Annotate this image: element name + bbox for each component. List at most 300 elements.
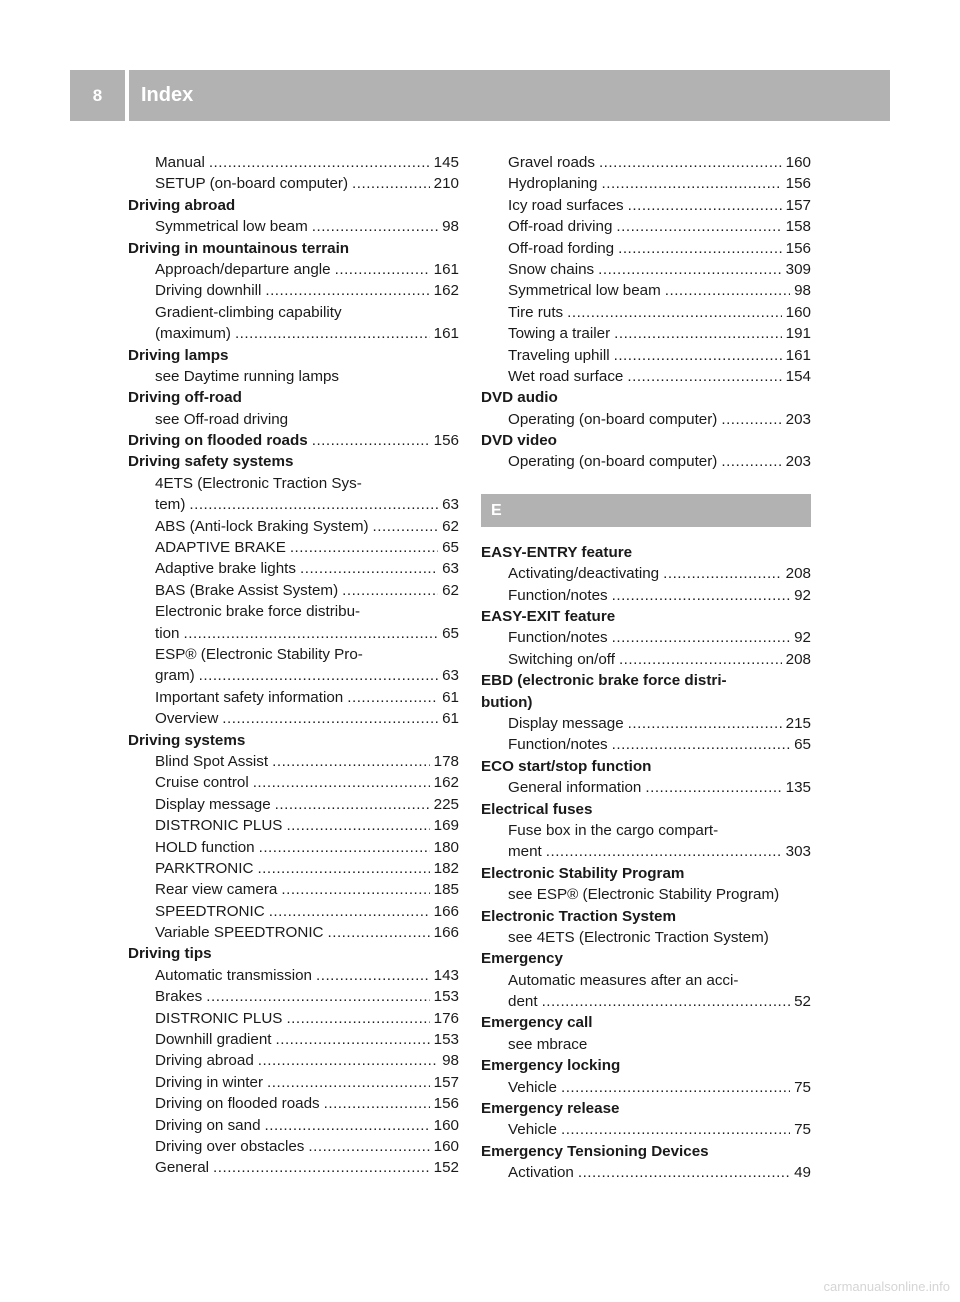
index-subentry <box>481 585 811 606</box>
index-subentry <box>128 901 459 922</box>
index-subentry <box>481 323 811 344</box>
index-subentry <box>128 173 459 194</box>
entry-text: 4ETS (Electronic Traction Sys- <box>155 474 362 492</box>
index-heading <box>481 1098 811 1119</box>
entry-text: General <box>155 1159 210 1177</box>
index-subentry <box>128 922 459 943</box>
entry-text: Tire ruts <box>508 303 564 321</box>
index-subentry <box>481 734 811 755</box>
index-heading <box>128 238 459 259</box>
page-reference[interactable]: 135 <box>785 779 811 797</box>
page-reference[interactable]: 156 <box>433 432 459 450</box>
index-heading <box>481 756 811 777</box>
index-subentry <box>128 1157 459 1178</box>
entry-text: Automatic measures after an acci- <box>508 971 739 989</box>
index-subentry <box>481 345 811 366</box>
index-column-right <box>481 152 811 1184</box>
entry-text: BAS (Brake Assist System) <box>155 581 339 599</box>
index-subentry <box>128 1093 459 1114</box>
entry-text: see Off-road driving <box>155 410 289 428</box>
index-subentry <box>481 1034 811 1055</box>
dot-leader <box>265 280 429 301</box>
index-subentry <box>128 1008 459 1029</box>
index-subentry <box>128 772 459 793</box>
dot-leader <box>342 580 438 601</box>
index-subentry <box>128 623 459 644</box>
entry-text: Operating (on-board computer) <box>508 410 718 428</box>
entry-text: see ESP® (Electronic Stability Program) <box>508 886 780 904</box>
entry-text: Driving on sand <box>155 1116 261 1134</box>
index-subentry <box>481 820 811 841</box>
page-reference[interactable]: 98 <box>442 1052 459 1070</box>
entry-text: DISTRONIC PLUS <box>155 817 283 835</box>
section-letter-bar: E <box>481 494 811 527</box>
dot-leader <box>612 734 790 755</box>
index-subentry <box>481 991 811 1012</box>
entry-text: Overview <box>155 710 219 728</box>
dot-leader <box>206 986 429 1007</box>
page-reference[interactable]: 75 <box>794 1078 811 1096</box>
dot-leader <box>184 623 439 644</box>
index-subentry <box>128 259 459 280</box>
entry-text: see mbrace <box>508 1035 588 1053</box>
page-reference[interactable]: 62 <box>442 581 459 599</box>
entry-text: Approach/departure angle <box>155 260 331 278</box>
entry-text: Activating/deactivating <box>508 565 660 583</box>
header-divider <box>125 70 129 121</box>
dot-leader <box>324 1093 430 1114</box>
dot-leader <box>272 751 430 772</box>
page-reference[interactable]: 161 <box>785 346 811 364</box>
dot-leader <box>546 841 782 862</box>
entry-text: SPEEDTRONIC <box>155 902 265 920</box>
entry-text: General information <box>508 779 642 797</box>
dot-leader <box>335 259 430 280</box>
index-subentry <box>481 627 811 648</box>
entry-text: Electronic Stability Program <box>481 864 685 882</box>
page-reference[interactable]: 208 <box>785 650 811 668</box>
index-subentry <box>128 516 459 537</box>
page-reference[interactable]: 182 <box>433 859 459 877</box>
page-reference[interactable]: 156 <box>433 1095 459 1113</box>
entry-text: EASY-EXIT feature <box>481 608 616 626</box>
entry-text: Wet road surface <box>508 367 624 385</box>
index-heading <box>481 1055 811 1076</box>
page-reference[interactable]: 185 <box>433 881 459 899</box>
entry-text: Emergency release <box>481 1100 620 1118</box>
entry-text: (maximum) <box>155 325 231 343</box>
entry-text: see Daytime running lamps <box>155 367 340 385</box>
entry-text: Activation <box>508 1164 574 1182</box>
entry-text: Adaptive brake lights <box>155 560 296 578</box>
entry-text: Snow chains <box>508 260 595 278</box>
index-heading <box>481 863 811 884</box>
dot-leader <box>265 1115 430 1136</box>
index-heading <box>128 730 459 751</box>
entry-text: Brakes <box>155 988 203 1006</box>
index-subentry <box>128 302 459 323</box>
index-heading <box>481 692 811 713</box>
index-subentry <box>128 879 459 900</box>
page-reference[interactable]: 65 <box>442 624 459 642</box>
entry-text: Function/notes <box>508 586 608 604</box>
index-subentry <box>481 563 811 584</box>
index-entries-d <box>481 152 811 473</box>
index-subentry <box>481 302 811 323</box>
dot-leader <box>663 563 782 584</box>
index-subentry <box>128 965 459 986</box>
entry-text: Cruise control <box>155 774 249 792</box>
entry-text: Emergency call <box>481 1014 593 1032</box>
page-reference[interactable]: 158 <box>785 218 811 236</box>
index-subentry <box>481 841 811 862</box>
dot-leader <box>235 323 430 344</box>
dot-leader <box>628 713 782 734</box>
entry-text: Operating (on-board computer) <box>508 453 718 471</box>
entry-text: tion <box>155 624 180 642</box>
entry-text: bution) <box>481 693 533 711</box>
index-subentry <box>128 216 459 237</box>
index-subentry <box>128 1072 459 1093</box>
dot-leader <box>269 901 430 922</box>
page-reference[interactable]: 153 <box>433 988 459 1006</box>
entry-text: tem) <box>155 496 186 514</box>
page-reference[interactable]: 156 <box>785 175 811 193</box>
index-subentry <box>481 713 811 734</box>
dot-leader <box>561 1077 790 1098</box>
dot-leader <box>628 195 782 216</box>
dot-leader <box>561 1119 790 1140</box>
index-subentry <box>128 494 459 515</box>
index-subentry <box>481 259 811 280</box>
page-reference[interactable]: 61 <box>442 710 459 728</box>
index-subentry <box>481 366 811 387</box>
entry-text: Driving in mountainous terrain <box>128 239 350 257</box>
index-heading <box>481 542 811 563</box>
page-title: Index <box>141 84 194 106</box>
footer-watermark: carmanualsonline.info <box>823 1279 950 1294</box>
index-subentry <box>128 815 459 836</box>
index-column-left <box>128 152 459 1179</box>
entry-text: Driving abroad <box>128 196 236 214</box>
page-number: 8 <box>92 85 103 105</box>
entry-text: Emergency Tensioning Devices <box>481 1142 709 1160</box>
dot-leader <box>328 922 430 943</box>
entry-text: Driving lamps <box>128 346 229 364</box>
page-reference[interactable]: 309 <box>785 260 811 278</box>
index-entries-e <box>481 542 811 1184</box>
dot-leader <box>312 216 438 237</box>
index-heading <box>481 1012 811 1033</box>
dot-leader <box>373 516 439 537</box>
entry-text: dent <box>508 993 538 1011</box>
dot-leader <box>199 665 438 686</box>
page-reference[interactable]: 215 <box>785 714 811 732</box>
entry-text: Driving off-road <box>128 389 242 407</box>
dot-leader <box>275 794 430 815</box>
index-subentry <box>128 473 459 494</box>
index-subentry <box>481 280 811 301</box>
dot-leader <box>598 259 782 280</box>
page-reference[interactable]: 98 <box>442 218 459 236</box>
dot-leader <box>542 991 791 1012</box>
index-subentry <box>481 409 811 430</box>
index-subentry <box>128 1029 459 1050</box>
dot-leader <box>602 173 782 194</box>
page-reference[interactable]: 63 <box>442 496 459 514</box>
dot-leader <box>213 1157 430 1178</box>
entry-text: ADAPTIVE BRAKE <box>155 539 286 557</box>
page-reference[interactable]: 61 <box>442 688 459 706</box>
entry-text: Towing a trailer <box>508 325 611 343</box>
entry-text: SETUP (on-board computer) <box>155 175 349 193</box>
dot-leader <box>619 649 782 670</box>
entry-text: Manual <box>155 154 205 171</box>
entry-text: Blind Spot Assist <box>155 752 269 770</box>
dot-leader <box>286 1008 429 1029</box>
index-subentry <box>481 451 811 472</box>
page-reference[interactable]: 152 <box>433 1159 459 1177</box>
entry-text: EASY-ENTRY feature <box>481 543 633 561</box>
index-subentry <box>481 927 811 948</box>
entry-text: Driving on flooded roads <box>155 1095 320 1113</box>
page-reference[interactable]: 75 <box>794 1121 811 1139</box>
dot-leader <box>721 451 781 472</box>
page-reference[interactable]: 161 <box>433 325 459 343</box>
index-subentry <box>128 1136 459 1157</box>
index-subentry <box>481 884 811 905</box>
index-subentry <box>128 794 459 815</box>
page-reference[interactable]: 160 <box>433 1116 459 1134</box>
dot-leader <box>286 815 429 836</box>
page-reference[interactable]: 208 <box>785 565 811 583</box>
dot-leader <box>721 409 781 430</box>
index-subentry <box>128 986 459 1007</box>
entry-text: Vehicle <box>508 1121 557 1139</box>
dot-leader <box>612 627 790 648</box>
entry-text: Electronic brake force distribu- <box>155 603 361 621</box>
page-reference[interactable]: 162 <box>433 282 459 300</box>
page-reference[interactable]: 63 <box>442 560 459 578</box>
index-subentry <box>128 366 459 387</box>
dot-leader <box>300 558 438 579</box>
entry-text: Symmetrical low beam <box>155 218 308 236</box>
index-heading <box>481 670 811 691</box>
index-subentry <box>481 649 811 670</box>
dot-leader <box>290 537 438 558</box>
index-subentry <box>481 216 811 237</box>
page-reference[interactable]: 161 <box>433 260 459 278</box>
entry-text: see 4ETS (Electronic Traction System) <box>508 928 769 946</box>
dot-leader <box>316 965 430 986</box>
index-subentry <box>128 751 459 772</box>
entry-text: Fuse box in the cargo compart- <box>508 821 719 839</box>
page-reference[interactable]: 225 <box>433 795 459 813</box>
page-reference[interactable]: 92 <box>794 629 811 647</box>
page-reference[interactable]: 178 <box>433 752 459 770</box>
index-subentry <box>128 687 459 708</box>
dot-leader <box>599 152 782 173</box>
entry-text: Gravel roads <box>508 154 595 171</box>
entry-text: Rear view camera <box>155 881 278 899</box>
page-header <box>70 70 890 121</box>
index-subentry <box>128 1115 459 1136</box>
index-heading <box>128 195 459 216</box>
page-reference[interactable]: 176 <box>433 1009 459 1027</box>
entry-text: Driving systems <box>128 731 246 749</box>
index-heading <box>128 451 459 472</box>
index-subentry <box>128 601 459 622</box>
page-reference[interactable]: 166 <box>433 902 459 920</box>
page-reference[interactable]: 62 <box>442 517 459 535</box>
entry-text: Display message <box>155 795 271 813</box>
entry-text: Electrical fuses <box>481 800 593 818</box>
dot-leader <box>258 1050 438 1071</box>
entry-text: DVD video <box>481 432 557 450</box>
entry-text: Icy road surfaces <box>508 196 624 214</box>
index-subentry <box>128 558 459 579</box>
entry-text: HOLD function <box>155 838 255 856</box>
index-subentry <box>128 708 459 729</box>
entry-text: Traveling uphill <box>508 346 610 364</box>
entry-text: Electronic Traction System <box>481 907 676 925</box>
index-subentry <box>128 665 459 686</box>
entry-text: ment <box>508 843 542 861</box>
index-heading <box>128 345 459 366</box>
page-reference[interactable]: 169 <box>433 817 459 835</box>
entry-text: Driving in winter <box>155 1073 264 1091</box>
index-subentry <box>481 195 811 216</box>
page-reference[interactable]: 153 <box>433 1031 459 1049</box>
dot-leader <box>308 1136 429 1157</box>
index-subentry <box>128 580 459 601</box>
page-reference[interactable]: 157 <box>785 196 811 214</box>
entry-text: Driving on flooded roads <box>128 432 308 450</box>
index-heading <box>481 606 811 627</box>
page-reference[interactable]: 160 <box>785 154 811 171</box>
entry-text: Gradient-climbing capability <box>155 303 342 321</box>
dot-leader <box>567 302 782 323</box>
index-heading <box>128 387 459 408</box>
dot-leader <box>578 1162 790 1183</box>
dot-leader <box>312 430 430 451</box>
page-reference[interactable]: 162 <box>433 774 459 792</box>
page-reference[interactable]: 203 <box>785 410 811 428</box>
entry-text: ABS (Anti-lock Braking System) <box>155 517 369 535</box>
dot-leader <box>616 216 781 237</box>
dot-leader <box>222 708 438 729</box>
entry-text: ESP® (Electronic Stability Pro- <box>155 645 363 663</box>
index-heading <box>481 1141 811 1162</box>
index-subentry <box>128 837 459 858</box>
index-subentry <box>481 777 811 798</box>
index-heading <box>128 943 459 964</box>
page-reference[interactable]: 49 <box>794 1164 811 1182</box>
dot-leader <box>347 687 438 708</box>
index-subentry <box>481 1077 811 1098</box>
index-heading <box>481 430 811 451</box>
dot-leader <box>665 280 790 301</box>
dot-leader <box>614 323 782 344</box>
page-reference[interactable]: 63 <box>442 667 459 685</box>
page-reference[interactable]: 98 <box>794 282 811 300</box>
index-subentry <box>128 537 459 558</box>
entry-text: PARKTRONIC <box>155 859 254 877</box>
page-reference[interactable]: 65 <box>794 736 811 754</box>
page-reference[interactable]: 154 <box>785 367 811 385</box>
index-subentry <box>481 1119 811 1140</box>
page-reference[interactable]: 166 <box>433 924 459 942</box>
index-subentry <box>128 280 459 301</box>
dot-leader <box>257 858 429 879</box>
entry-text: gram) <box>155 667 195 685</box>
index-subentry <box>481 152 811 173</box>
page-reference[interactable]: 92 <box>794 586 811 604</box>
dot-leader <box>627 366 781 387</box>
dot-leader <box>612 585 790 606</box>
index-subentry <box>481 1162 811 1183</box>
index-subentry <box>128 1050 459 1071</box>
page-reference[interactable]: 145 <box>433 154 459 171</box>
entry-text: Automatic transmission <box>155 966 312 984</box>
dot-leader <box>645 777 781 798</box>
page-reference[interactable]: 157 <box>433 1073 459 1091</box>
dot-leader <box>189 494 438 515</box>
dot-leader <box>259 837 430 858</box>
page-reference[interactable]: 65 <box>442 539 459 557</box>
entry-text: Display message <box>508 714 624 732</box>
dot-leader <box>267 1072 430 1093</box>
entry-text: Variable SPEEDTRONIC <box>155 924 324 942</box>
dot-leader <box>618 238 782 259</box>
entry-text: Emergency locking <box>481 1057 621 1075</box>
page-reference[interactable]: 160 <box>785 303 811 321</box>
entry-text: Driving over obstacles <box>155 1137 305 1155</box>
dot-leader <box>276 1029 430 1050</box>
page-reference[interactable]: 303 <box>785 843 811 861</box>
page-reference[interactable]: 203 <box>785 453 811 471</box>
dot-leader <box>352 173 430 194</box>
index-heading <box>481 906 811 927</box>
entry-text: EBD (electronic brake force distri- <box>481 672 727 690</box>
entry-text: ECO start/stop function <box>481 757 652 775</box>
page-reference[interactable]: 52 <box>794 993 811 1011</box>
dot-leader <box>281 879 429 900</box>
index-subentry <box>481 238 811 259</box>
entry-text: Off-road fording <box>508 239 615 257</box>
entry-text: DISTRONIC PLUS <box>155 1009 283 1027</box>
index-subentry <box>128 323 459 344</box>
page-reference[interactable]: 180 <box>433 838 459 856</box>
page-reference[interactable]: 210 <box>433 175 459 193</box>
page-reference[interactable]: 143 <box>433 966 459 984</box>
entry-text: Off-road driving <box>508 218 613 236</box>
entry-text: Driving downhill <box>155 282 262 300</box>
entry-text: Switching on/off <box>508 650 615 668</box>
dot-leader <box>614 345 782 366</box>
entry-text: Driving tips <box>128 945 212 963</box>
dot-leader <box>253 772 430 793</box>
index-subentry <box>128 152 459 173</box>
entry-text: Symmetrical low beam <box>508 282 661 300</box>
page-reference[interactable]: 191 <box>785 325 811 343</box>
index-subentry <box>128 409 459 430</box>
page-reference[interactable]: 156 <box>785 239 811 257</box>
entry-text: Driving safety systems <box>128 453 294 471</box>
index-subentry <box>128 858 459 879</box>
page-reference[interactable]: 160 <box>433 1137 459 1155</box>
index-heading <box>128 430 459 451</box>
